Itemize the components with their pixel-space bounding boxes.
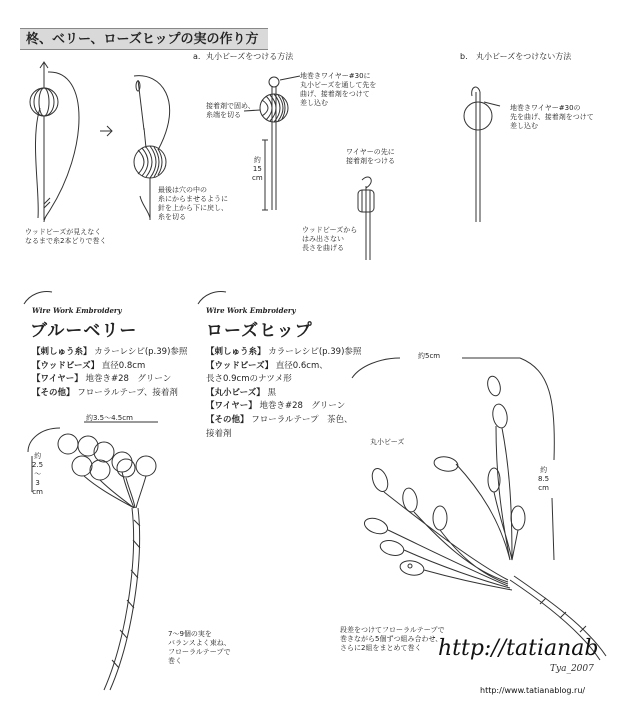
material-row: 長さ0.9cmのナツメ形 (206, 374, 292, 385)
wrap-note: 最後は穴の中の 糸にからませるように 針を上から下に戻し、 糸を切る (158, 186, 228, 221)
material-row: 接着剤 (206, 428, 232, 439)
section-b-title: 丸小ビーズをつけない方法 (476, 52, 572, 61)
blueberry-bundle-note: 7〜9個の実を バランスよく束ね、 フローラルテープで 巻く (168, 630, 231, 665)
material-row: 【刺しゅう糸】 カラーレシピ(p.39)参照 (206, 347, 362, 357)
wood-bead-note: ウッドビーズが見えなく なるまで糸2本どりで巻く (25, 228, 107, 245)
material-row: 【ワイヤー】 地巻き#28 グリーン (206, 401, 346, 412)
material-row: 【ワイヤー】 地巻き#28 グリーン (32, 374, 172, 385)
arrow-right-icon (100, 126, 112, 136)
wire-work-label-blueberry: Wire Work Embroidery (32, 306, 122, 315)
blueberry-height-dimension: 約 2.5 〜 3 cm (32, 452, 44, 496)
material-row: 【丸小ビーズ】 黒 (206, 387, 276, 398)
rosehip-illustration (352, 358, 606, 660)
page-title: 柊、ベリー、ローズヒップの実の作り方 (20, 28, 268, 50)
watermark-text: http://tatianab (438, 636, 599, 661)
blueberry-width-dimension: 約3.5〜4.5cm (86, 414, 133, 422)
blueberry-materials (32, 346, 187, 400)
watermark-url[interactable]: http://www.tatianablog.ru/ (480, 686, 586, 695)
rosehip-bundle-note: 段差をつけてフローラルテープで 巻きながら5個ずつ組み合わせ、 さらに2組をまとめて巻く (340, 626, 445, 652)
wire-tip-detail-illustration (358, 177, 374, 260)
bend-note: ウッドビーズから はみ出さない 長さを曲げる (302, 226, 358, 252)
rosehip-materials (206, 346, 361, 441)
swoosh-left (24, 292, 52, 305)
section-b-label: b. (460, 52, 468, 61)
section-a-label: a. (193, 52, 201, 61)
blueberry-illustration (28, 422, 158, 690)
material-row: 【ウッドビーズ】 直径0.8cm (32, 360, 146, 371)
blueberry-heading: ブルーベリー (30, 321, 138, 341)
wire30-note-b: 地巻きワイヤー#30の 先を曲げ、接着剤をつけて 差し込む (510, 104, 594, 130)
swoosh-right (198, 292, 226, 305)
wire-work-label-rosehip: Wire Work Embroidery (206, 306, 296, 315)
wire30-note-a: 地巻きワイヤー#30に 丸小ビーズを通して先を 曲げ、接着剤をつけて 差し込む (300, 72, 377, 107)
bead-without-small-bead-illustration (464, 87, 500, 222)
watermark-signature: Tya_2007 (550, 664, 594, 674)
rosehip-bead-label: 丸小ビーズ (370, 438, 405, 446)
glue-note: 接着剤で固め、 糸端を切る (206, 102, 255, 119)
material-row: 【刺しゅう糸】 カラーレシピ(p.39)参照 (32, 347, 188, 357)
bead-with-small-bead-illustration (244, 76, 300, 210)
material-row: 【ウッドビーズ】 直径0.6cm、 (206, 360, 328, 371)
material-row: 【その他】 フローラルテープ 茶色、 (206, 414, 353, 425)
rosehip-width-dimension: 約5cm (418, 352, 441, 360)
glue-tip-note: ワイヤーの先に 接着剤をつける (346, 148, 395, 165)
material-row: 【その他】 フローラルテープ、接着剤 (32, 387, 178, 398)
section-a-title: 丸小ビーズをつける方法 (206, 52, 294, 61)
wood-bead-wrapping-illustration (30, 62, 79, 222)
length-15-label: 約 15 cm (252, 156, 263, 182)
rosehip-height-dimension: 約 8.5 cm (538, 466, 550, 492)
rosehip-heading: ローズヒップ (206, 321, 313, 341)
